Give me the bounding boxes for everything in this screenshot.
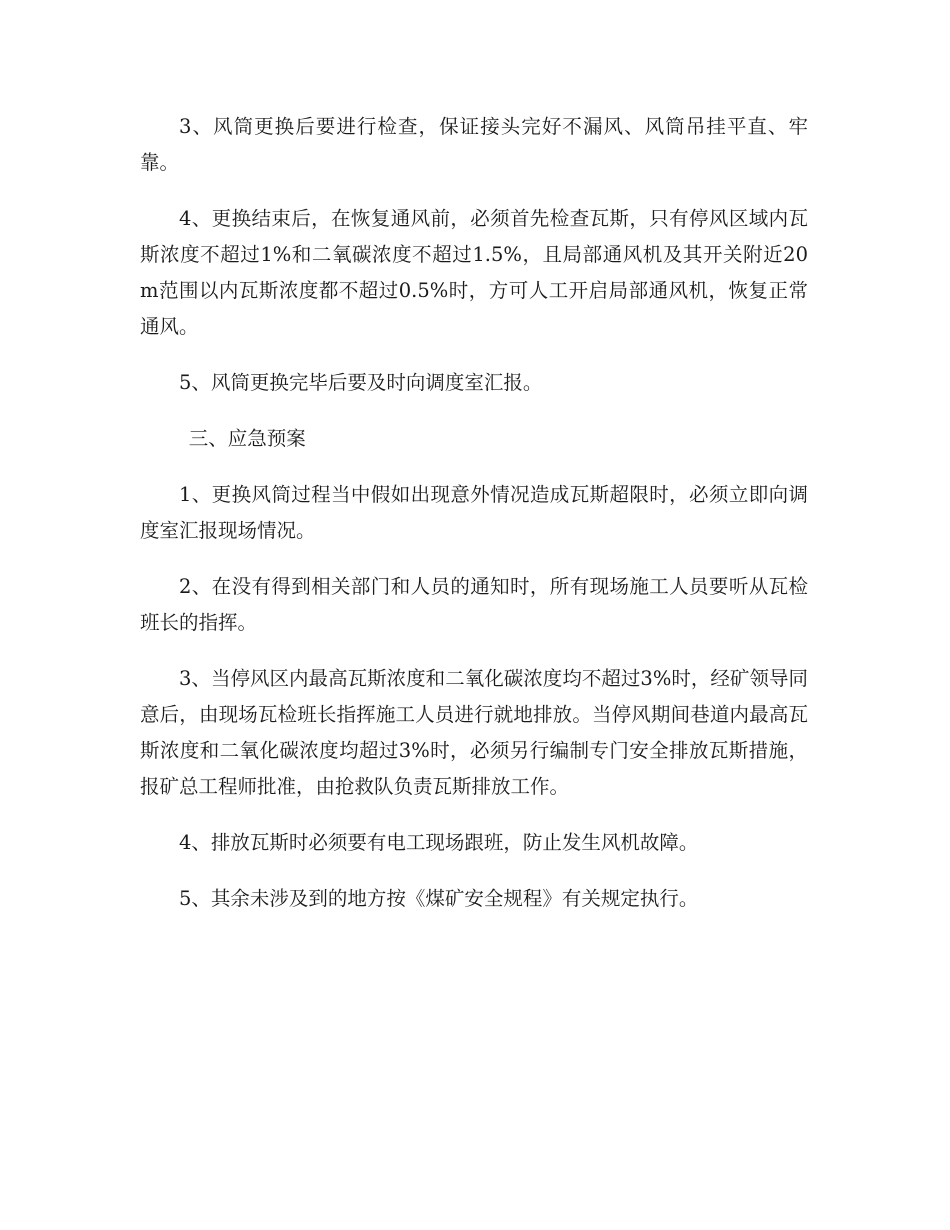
emergency-item-5: 5、其余未涉及到的地方按《煤矿安全规程》有关规定执行。 (179, 887, 699, 910)
paragraph-item-4: 4、更换结束后，在恢复通风前，必须首先检查瓦斯，只有停风区域内瓦斯浓度不超过1%和二氧碳浓度不超过1.5%，且局部通风机及其开关附近20m范围以内瓦斯浓度都不超过0.5%时，方可人工开启局部通风机，恢复正常通风。 (140, 207, 808, 338)
paragraph-item-3: 3、风筒更换后要进行检查，保证接头完好不漏风、风筒吊挂平直、牢靠。 (140, 115, 808, 174)
emergency-item-2: 2、在没有得到相关部门和人员的通知时，所有现场施工人员要听从瓦检班长的指挥。 (140, 575, 808, 634)
emergency-item-1: 1、更换风筒过程当中假如出现意外情况造成瓦斯超限时，必须立即向调度室汇报现场情况。 (140, 483, 808, 542)
emergency-item-3: 3、当停风区内最高瓦斯浓度和二氧化碳浓度均不超过3%时，经矿领导同意后，由现场瓦检班长指挥施工人员进行就地排放。当停风期间巷道内最高瓦斯浓度和二氧化碳浓度均超过3%时，必须另行编制专门安全排放瓦斯措施，报矿总工程师批准，由抢救队负责瓦斯排放工作。 (140, 667, 808, 798)
emergency-item-4: 4、排放瓦斯时必须要有电工现场跟班，防止发生风机故障。 (179, 831, 699, 854)
document-page (140, 109, 808, 937)
paragraph-item-5: 5、风筒更换完毕后要及时向调度室汇报。 (179, 371, 543, 394)
section-heading: 三、应急预案 (188, 427, 306, 450)
